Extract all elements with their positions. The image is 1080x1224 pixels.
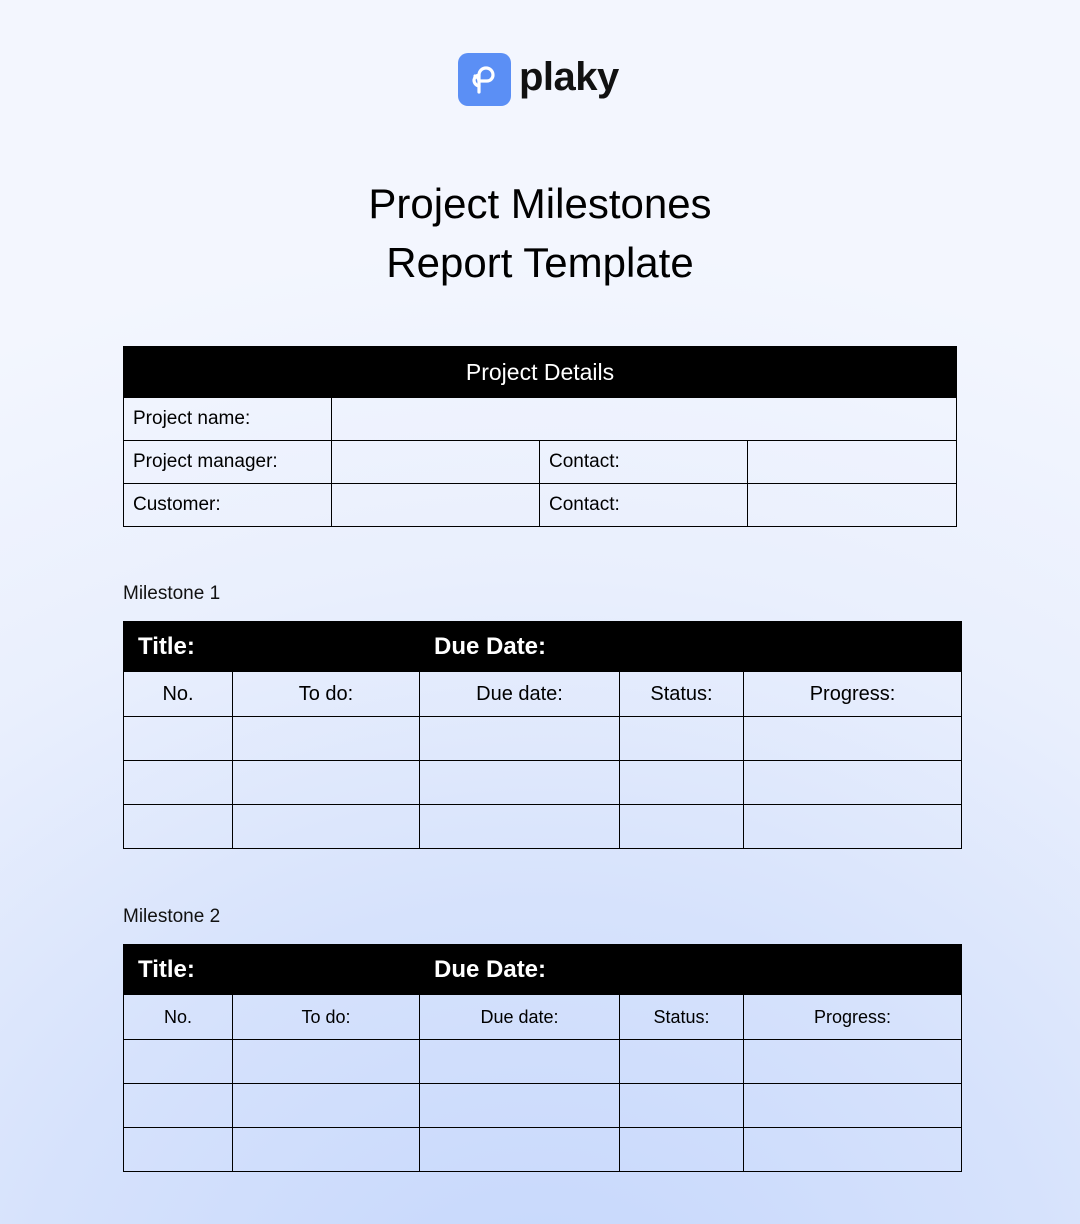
column-header-status: Status: — [620, 995, 744, 1040]
project-name-label: Project name: — [124, 398, 332, 441]
cell-todo[interactable] — [233, 805, 420, 849]
column-header-no: No. — [124, 672, 233, 717]
column-header-progress: Progress: — [744, 995, 962, 1040]
cell-todo[interactable] — [233, 761, 420, 805]
cell-due-date[interactable] — [420, 717, 620, 761]
cell-status[interactable] — [620, 1040, 744, 1084]
manager-contact-field[interactable] — [748, 441, 957, 484]
table-row — [124, 761, 962, 805]
manager-contact-label: Contact: — [540, 441, 748, 484]
brand-logo — [458, 53, 619, 106]
cell-todo[interactable] — [233, 1040, 420, 1084]
column-header-status: Status: — [620, 672, 744, 717]
table-row — [124, 1128, 962, 1172]
cell-todo[interactable] — [233, 717, 420, 761]
project-details-heading: Project Details — [124, 347, 957, 398]
column-header-no: No. — [124, 995, 233, 1040]
cell-progress[interactable] — [744, 1084, 962, 1128]
table-row — [124, 805, 962, 849]
cell-no[interactable] — [124, 1084, 233, 1128]
column-header-progress: Progress: — [744, 672, 962, 717]
cell-progress[interactable] — [744, 761, 962, 805]
cell-status[interactable] — [620, 761, 744, 805]
plaky-logo-icon — [458, 53, 511, 106]
column-header-due-date: Due date: — [420, 995, 620, 1040]
cell-due-date[interactable] — [420, 805, 620, 849]
cell-status[interactable] — [620, 805, 744, 849]
column-header-todo: To do: — [233, 672, 420, 717]
milestone-2-table — [123, 944, 962, 1172]
cell-no[interactable] — [124, 1040, 233, 1084]
milestone-1-label: Milestone 1 — [123, 583, 221, 604]
column-header-todo: To do: — [233, 995, 420, 1040]
cell-due-date[interactable] — [420, 1040, 620, 1084]
table-row — [124, 1084, 962, 1128]
table-row — [124, 717, 962, 761]
brand-name: plaky — [519, 54, 619, 99]
title-line-1: Project Milestones — [368, 180, 712, 227]
project-manager-field[interactable] — [332, 441, 540, 484]
cell-no[interactable] — [124, 761, 233, 805]
milestone-2-label: Milestone 2 — [123, 906, 221, 927]
column-header-due-date: Due date: — [420, 672, 620, 717]
cell-progress[interactable] — [744, 1040, 962, 1084]
milestone-1-table — [123, 621, 962, 849]
cell-progress[interactable] — [744, 717, 962, 761]
project-manager-label: Project manager: — [124, 441, 332, 484]
milestone-2-title-label: Title: — [124, 945, 420, 995]
customer-label: Customer: — [124, 484, 332, 527]
cell-no[interactable] — [124, 1128, 233, 1172]
cell-due-date[interactable] — [420, 761, 620, 805]
cell-progress[interactable] — [744, 1128, 962, 1172]
milestone-1-due-date-label: Due Date: — [420, 622, 962, 672]
project-name-field[interactable] — [332, 398, 957, 441]
project-details-table — [123, 346, 957, 527]
page-title — [0, 174, 1080, 292]
customer-field[interactable] — [332, 484, 540, 527]
milestone-2-due-date-label: Due Date: — [420, 945, 962, 995]
cell-todo[interactable] — [233, 1084, 420, 1128]
customer-contact-label: Contact: — [540, 484, 748, 527]
cell-todo[interactable] — [233, 1128, 420, 1172]
cell-progress[interactable] — [744, 805, 962, 849]
cell-due-date[interactable] — [420, 1084, 620, 1128]
customer-contact-field[interactable] — [748, 484, 957, 527]
cell-status[interactable] — [620, 1084, 744, 1128]
title-line-2: Report Template — [386, 239, 694, 286]
milestone-1-title-label: Title: — [124, 622, 420, 672]
cell-status[interactable] — [620, 717, 744, 761]
cell-status[interactable] — [620, 1128, 744, 1172]
cell-due-date[interactable] — [420, 1128, 620, 1172]
cell-no[interactable] — [124, 805, 233, 849]
table-row — [124, 1040, 962, 1084]
cell-no[interactable] — [124, 717, 233, 761]
